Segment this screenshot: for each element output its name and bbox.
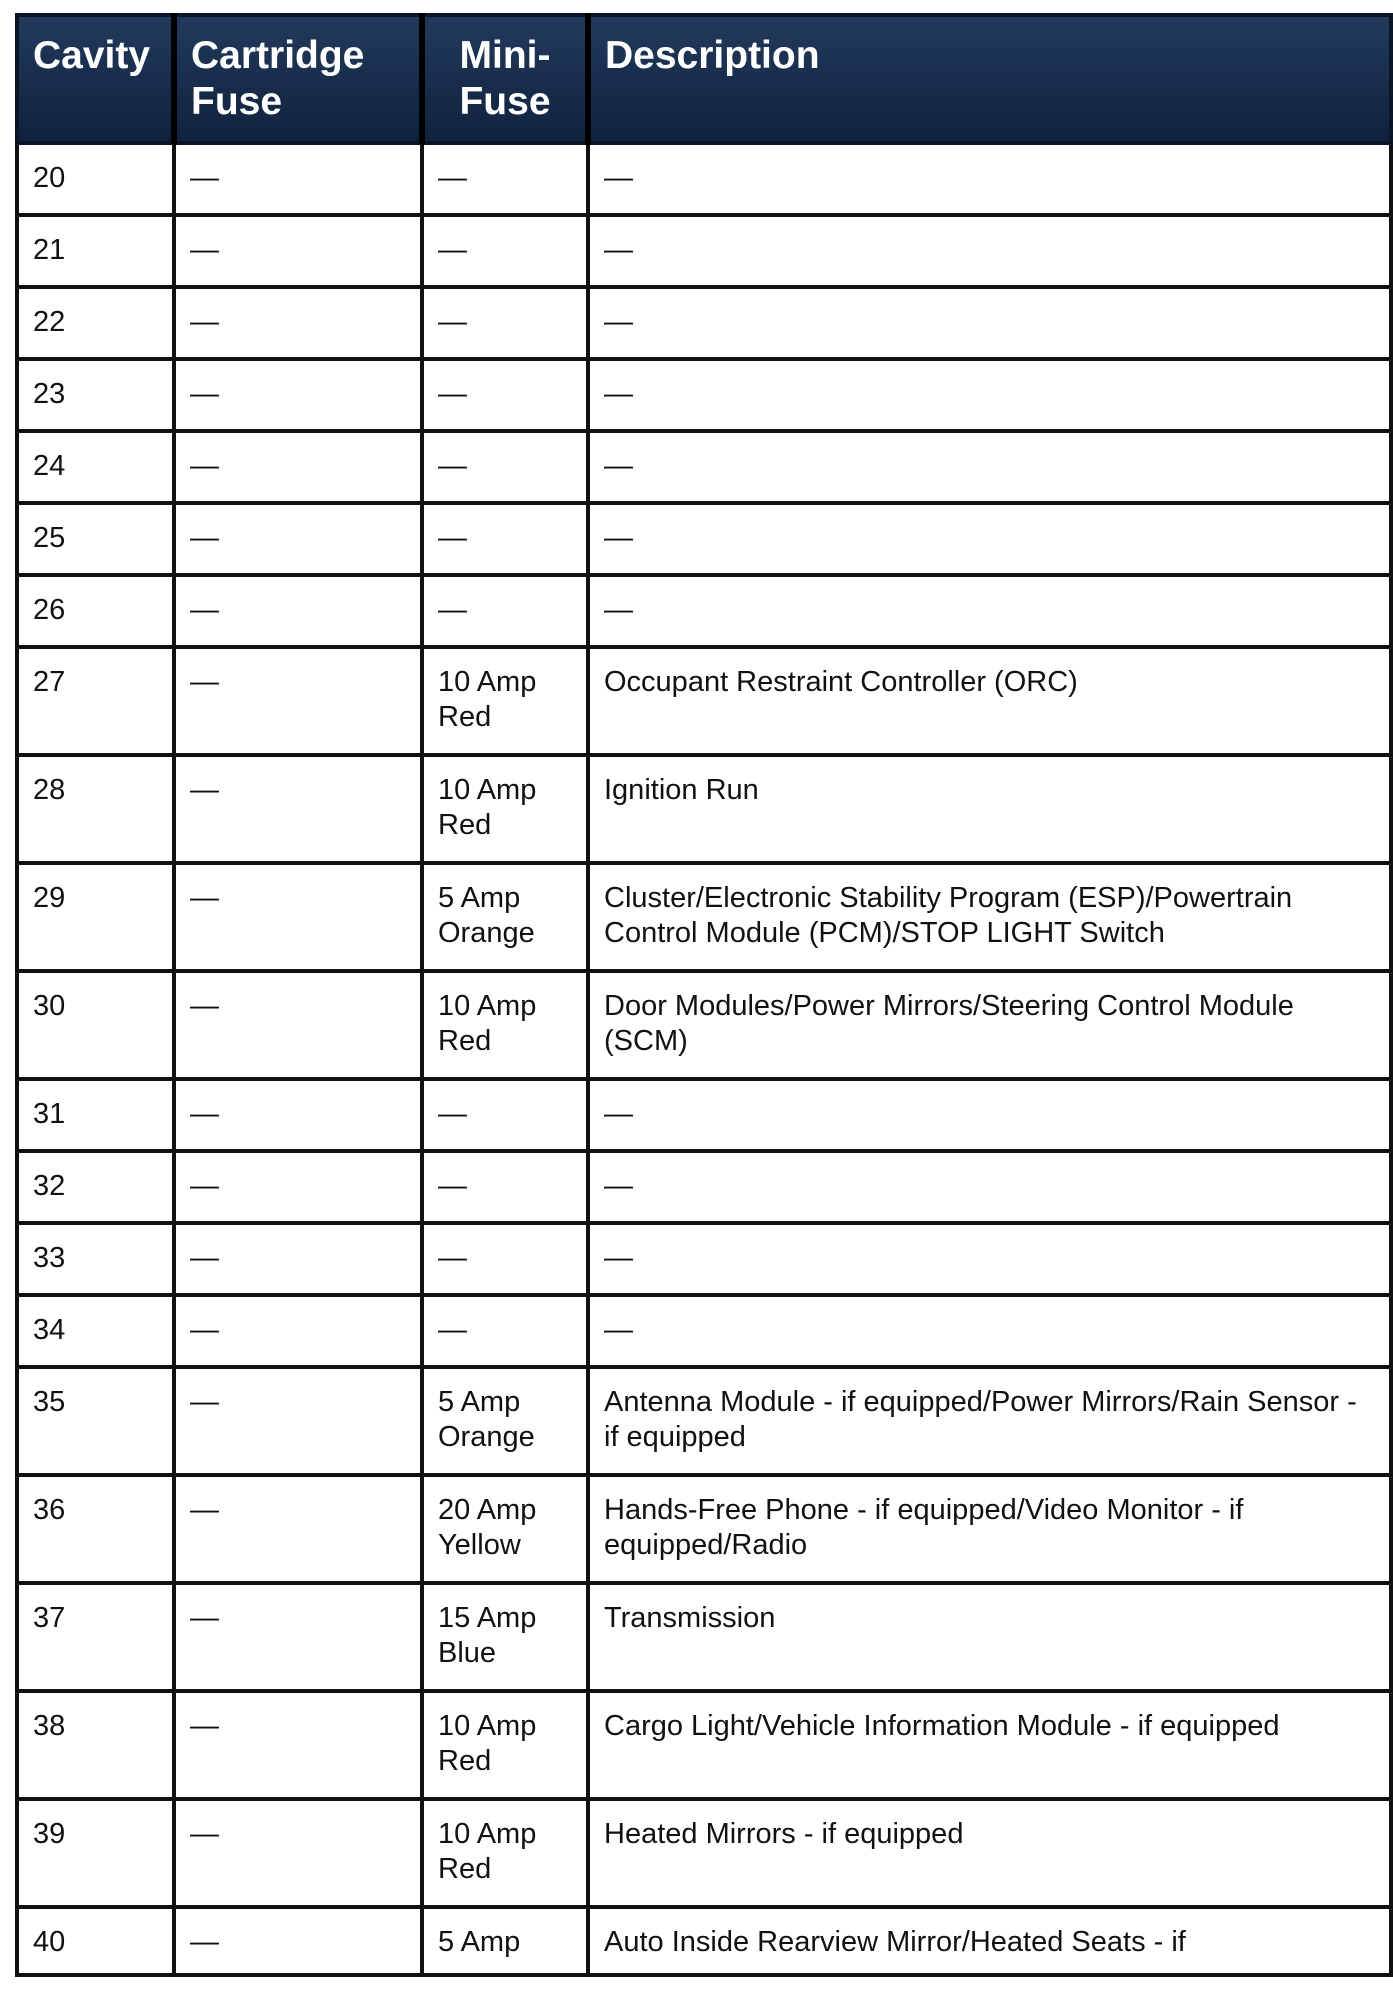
mini-fuse-cell: 5 Amp Orange	[422, 1367, 588, 1475]
description-cell: Door Modules/Power Mirrors/Steering Control Module (SCM)	[588, 971, 1391, 1079]
table-row	[17, 575, 1391, 647]
table-row	[17, 1475, 1391, 1583]
cartridge-fuse-cell: —	[174, 1367, 422, 1475]
description-cell: —	[588, 215, 1391, 287]
mini-fuse-cell: —	[422, 1151, 588, 1223]
cavity-cell: 35	[17, 1367, 174, 1475]
table-row	[17, 143, 1391, 215]
description-cell: —	[588, 431, 1391, 503]
cartridge-fuse-cell: —	[174, 755, 422, 863]
description-cell: —	[588, 287, 1391, 359]
fuse-table	[15, 13, 1393, 1977]
table-row	[17, 1295, 1391, 1367]
description-cell: Cluster/Electronic Stability Program (ESP)/Powertrain Control Module (PCM)/STOP LIGHT Switch	[588, 863, 1391, 971]
table-body	[17, 143, 1391, 1975]
cartridge-fuse-cell: —	[174, 143, 422, 215]
description-cell: —	[588, 1079, 1391, 1151]
cartridge-fuse-cell: —	[174, 971, 422, 1079]
table-row	[17, 1691, 1391, 1799]
mini-fuse-cell: —	[422, 503, 588, 575]
cavity-cell: 33	[17, 1223, 174, 1295]
cartridge-fuse-cell: —	[174, 1295, 422, 1367]
cartridge-fuse-cell: —	[174, 647, 422, 755]
header-mini-fuse: Mini-Fuse	[422, 15, 588, 143]
description-cell: Hands-Free Phone - if equipped/Video Monitor - if equipped/Radio	[588, 1475, 1391, 1583]
table-row	[17, 1079, 1391, 1151]
cavity-cell: 25	[17, 503, 174, 575]
cartridge-fuse-cell: —	[174, 1223, 422, 1295]
cavity-cell: 26	[17, 575, 174, 647]
description-cell: Heated Mirrors - if equipped	[588, 1799, 1391, 1907]
mini-fuse-cell: 10 Amp Red	[422, 1691, 588, 1799]
mini-fuse-cell: —	[422, 1079, 588, 1151]
header-description: Description	[588, 15, 1391, 143]
description-cell: Ignition Run	[588, 755, 1391, 863]
cavity-cell: 36	[17, 1475, 174, 1583]
cavity-cell: 23	[17, 359, 174, 431]
mini-fuse-cell: 10 Amp Red	[422, 1799, 588, 1907]
table-row	[17, 359, 1391, 431]
description-cell: Occupant Restraint Controller (ORC)	[588, 647, 1391, 755]
table-header	[17, 15, 1391, 143]
mini-fuse-cell: 10 Amp Red	[422, 647, 588, 755]
mini-fuse-cell: —	[422, 287, 588, 359]
mini-fuse-cell: 5 Amp	[422, 1907, 588, 1975]
cartridge-fuse-cell: —	[174, 1475, 422, 1583]
cavity-cell: 29	[17, 863, 174, 971]
cavity-cell: 22	[17, 287, 174, 359]
table-row	[17, 1151, 1391, 1223]
table-row	[17, 1907, 1391, 1975]
cavity-cell: 40	[17, 1907, 174, 1975]
table-row	[17, 755, 1391, 863]
cartridge-fuse-cell: —	[174, 863, 422, 971]
cavity-cell: 21	[17, 215, 174, 287]
mini-fuse-cell: —	[422, 215, 588, 287]
mini-fuse-cell: 5 Amp Orange	[422, 863, 588, 971]
cavity-cell: 34	[17, 1295, 174, 1367]
cavity-cell: 20	[17, 143, 174, 215]
table-row	[17, 431, 1391, 503]
table-row	[17, 647, 1391, 755]
description-cell: —	[588, 1151, 1391, 1223]
mini-fuse-cell: 20 Amp Yellow	[422, 1475, 588, 1583]
cartridge-fuse-cell: —	[174, 1583, 422, 1691]
table-row	[17, 215, 1391, 287]
cavity-cell: 30	[17, 971, 174, 1079]
cartridge-fuse-cell: —	[174, 215, 422, 287]
cavity-cell: 31	[17, 1079, 174, 1151]
header-cartridge-fuse: Cartridge Fuse	[174, 15, 422, 143]
cartridge-fuse-cell: —	[174, 287, 422, 359]
cartridge-fuse-cell: —	[174, 1151, 422, 1223]
cavity-cell: 28	[17, 755, 174, 863]
cavity-cell: 38	[17, 1691, 174, 1799]
cartridge-fuse-cell: —	[174, 431, 422, 503]
description-cell: —	[588, 1223, 1391, 1295]
description-cell: —	[588, 1295, 1391, 1367]
description-cell: Transmission	[588, 1583, 1391, 1691]
description-cell: —	[588, 359, 1391, 431]
description-cell: —	[588, 503, 1391, 575]
mini-fuse-cell: —	[422, 359, 588, 431]
cartridge-fuse-cell: —	[174, 503, 422, 575]
cavity-cell: 27	[17, 647, 174, 755]
table-row	[17, 971, 1391, 1079]
description-cell: Cargo Light/Vehicle Information Module - if equipped	[588, 1691, 1391, 1799]
table-row	[17, 1367, 1391, 1475]
mini-fuse-cell: 15 Amp Blue	[422, 1583, 588, 1691]
cavity-cell: 32	[17, 1151, 174, 1223]
description-cell: —	[588, 143, 1391, 215]
cavity-cell: 39	[17, 1799, 174, 1907]
description-cell: Antenna Module - if equipped/Power Mirrors/Rain Sensor - if equipped	[588, 1367, 1391, 1475]
cavity-cell: 37	[17, 1583, 174, 1691]
table-row	[17, 1799, 1391, 1907]
table-row	[17, 863, 1391, 971]
mini-fuse-cell: —	[422, 1295, 588, 1367]
mini-fuse-cell: —	[422, 143, 588, 215]
mini-fuse-cell: —	[422, 1223, 588, 1295]
header-cavity: Cavity	[17, 15, 174, 143]
description-cell: —	[588, 575, 1391, 647]
cartridge-fuse-cell: —	[174, 1907, 422, 1975]
cartridge-fuse-cell: —	[174, 359, 422, 431]
mini-fuse-cell: 10 Amp Red	[422, 971, 588, 1079]
mini-fuse-cell: —	[422, 575, 588, 647]
table-row	[17, 287, 1391, 359]
mini-fuse-cell: 10 Amp Red	[422, 755, 588, 863]
cartridge-fuse-cell: —	[174, 1799, 422, 1907]
cartridge-fuse-cell: —	[174, 575, 422, 647]
description-cell: Auto Inside Rearview Mirror/Heated Seats - if	[588, 1907, 1391, 1975]
table-row	[17, 503, 1391, 575]
header-row	[17, 15, 1391, 143]
cartridge-fuse-cell: —	[174, 1079, 422, 1151]
cavity-cell: 24	[17, 431, 174, 503]
cartridge-fuse-cell: —	[174, 1691, 422, 1799]
mini-fuse-cell: —	[422, 431, 588, 503]
table-row	[17, 1583, 1391, 1691]
table-row	[17, 1223, 1391, 1295]
